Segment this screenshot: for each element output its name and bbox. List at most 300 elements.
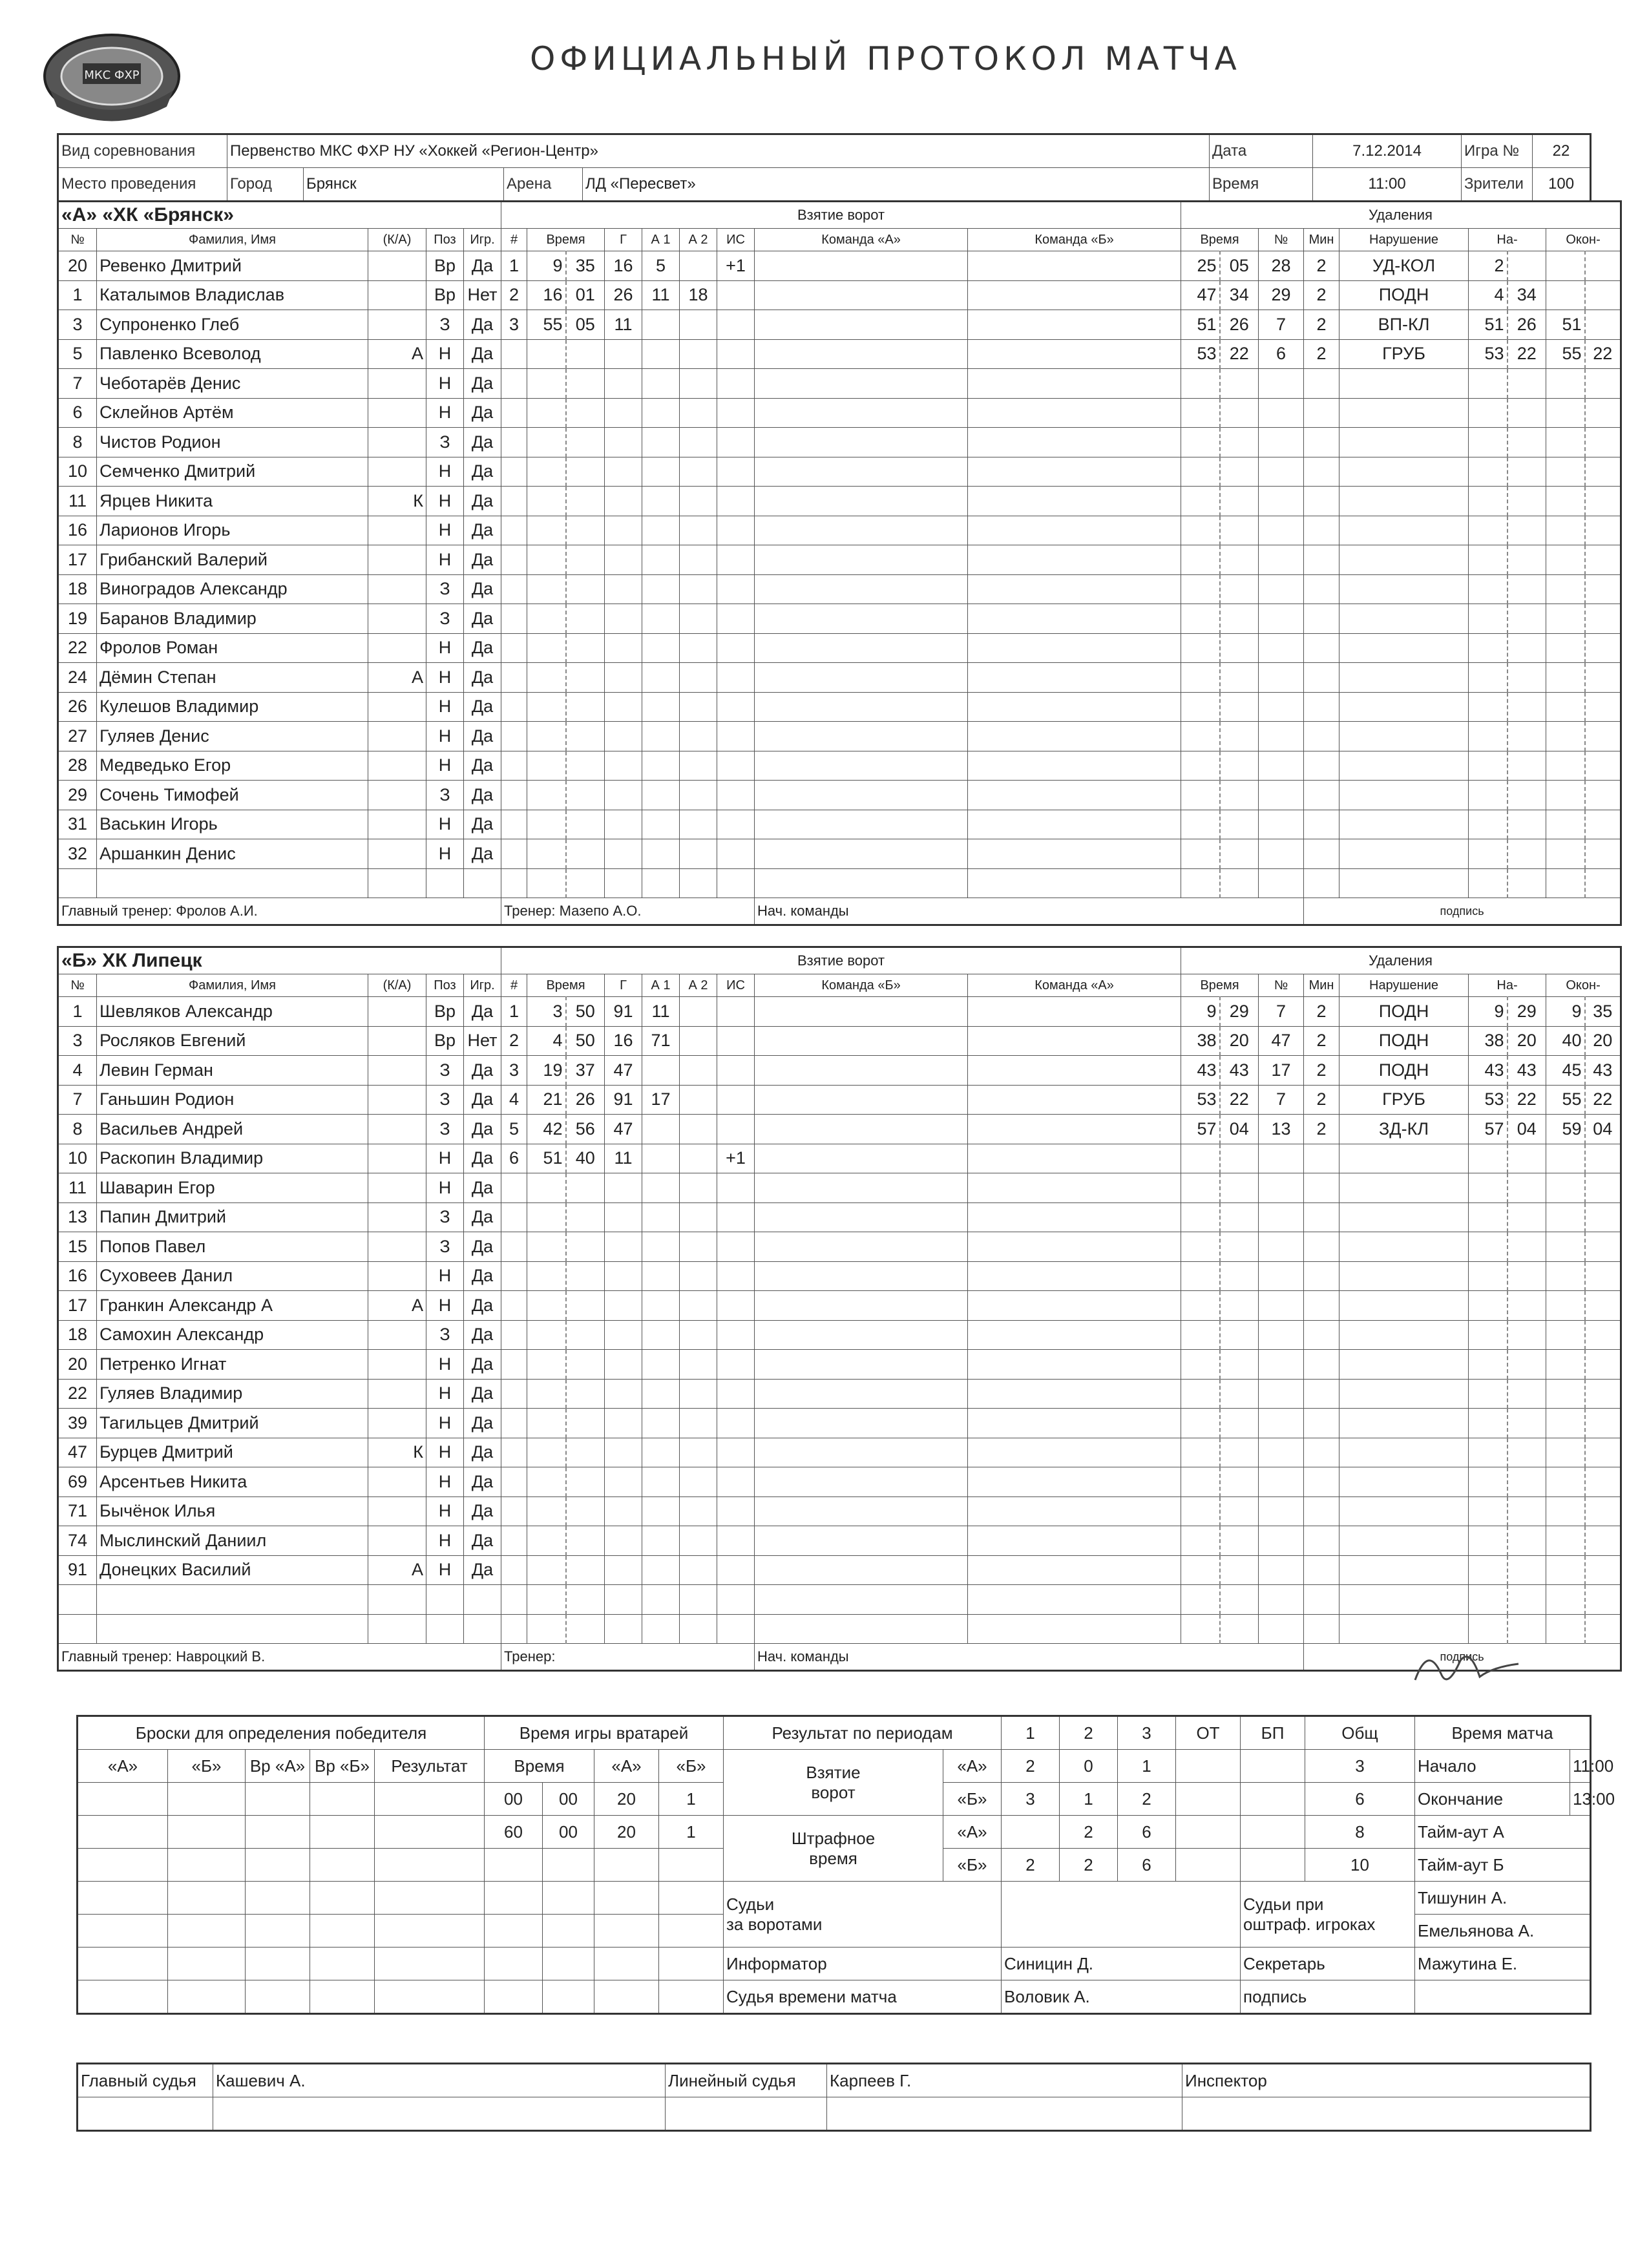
player-row [58, 310, 1621, 340]
penalty-violation [1339, 1496, 1469, 1526]
col-pos: Поз [426, 974, 464, 997]
goal-minute [527, 633, 566, 663]
penalty-minutes [1304, 839, 1339, 869]
col-team-a: Команда «А» [755, 229, 968, 251]
goal-assist-2 [680, 1056, 717, 1086]
penalty-start-sec: 20 [1507, 1026, 1546, 1056]
competition-label: Вид соревнования [58, 134, 227, 168]
penalty-start-sec [1507, 722, 1546, 751]
penalty-end-min [1546, 1350, 1585, 1380]
time-label: Время [1210, 168, 1313, 202]
penalty-minute [1181, 369, 1220, 399]
player-role [368, 1144, 426, 1173]
player-role [368, 1261, 426, 1291]
col-goal-hash: # [501, 229, 527, 251]
penalty-minute [1181, 810, 1220, 839]
shootout-col-vra: Вр «А» [246, 1750, 310, 1783]
player-number: 32 [58, 839, 97, 869]
penalty-start-sec [1507, 1526, 1546, 1556]
player-name: Арсентьев Никита [97, 1467, 368, 1497]
goal-minute: 3 [527, 997, 566, 1027]
penalty-minutes: 2 [1304, 339, 1339, 369]
penalty-minutes [1304, 457, 1339, 487]
goal-minute: 21 [527, 1085, 566, 1115]
penalty-player [1259, 781, 1304, 810]
goal-second: 05 [566, 310, 605, 340]
goal-number [501, 487, 527, 516]
penalty-player: 13 [1259, 1115, 1304, 1144]
penalty-player: 7 [1259, 310, 1304, 340]
goal-assist-2 [680, 663, 717, 693]
goal-lineup-own [755, 839, 968, 869]
goal-assist-1 [642, 516, 680, 545]
penalty-start-min: 51 [1469, 310, 1507, 340]
penalty-end-min: 51 [1546, 310, 1585, 340]
player-role: К [368, 487, 426, 516]
penalty-second: 22 [1220, 1085, 1259, 1115]
player-role [368, 457, 426, 487]
goal-assist-1 [642, 1496, 680, 1526]
penalty-minutes [1304, 663, 1339, 693]
goal-lineup-other [968, 868, 1181, 898]
penalties-title: Удаления [1181, 947, 1621, 974]
player-played: Да [464, 1291, 501, 1321]
goal-lineup-own [755, 574, 968, 604]
penalty-end-min [1546, 1409, 1585, 1438]
goal-lineup-own [755, 1056, 968, 1086]
goal-scorer [605, 810, 642, 839]
penalty-end-min [1546, 545, 1585, 575]
player-played: Да [464, 1526, 501, 1556]
coach-sign-label: подпись [1304, 1644, 1621, 1671]
penalty-player [1259, 1202, 1304, 1232]
goal-scorer [605, 1585, 642, 1615]
penalty-player [1259, 1350, 1304, 1380]
goal-assist-2 [680, 545, 717, 575]
informer-label: Информатор [724, 1948, 1002, 1980]
player-role [368, 997, 426, 1027]
goal-second [566, 574, 605, 604]
goalie-row1-b: 1 [659, 1783, 724, 1816]
player-row [58, 398, 1621, 428]
penalty-minute [1181, 1409, 1220, 1438]
goal-assist-2 [680, 1409, 717, 1438]
penalty-violation [1339, 1585, 1469, 1615]
goal-minute [527, 1585, 566, 1615]
goal-situation [717, 751, 755, 781]
penalty-minutes [1304, 1438, 1339, 1467]
penalty-end-min [1546, 663, 1585, 693]
player-name: Каталымов Владислав [97, 280, 368, 310]
penalty-second: 43 [1220, 1056, 1259, 1086]
goal-second [566, 369, 605, 399]
goal-situation [717, 810, 755, 839]
arena-value: ЛД «Пересвет» [583, 168, 1210, 202]
player-name: Гуляев Денис [97, 722, 368, 751]
col-goal-hash: # [501, 974, 527, 997]
penalty-violation [1339, 751, 1469, 781]
player-position: Н [426, 1379, 464, 1409]
penalty-start-sec [1507, 1438, 1546, 1467]
penalty-end-min [1546, 781, 1585, 810]
penalty-minute: 9 [1181, 997, 1220, 1027]
goal-number [501, 398, 527, 428]
penalty-player [1259, 398, 1304, 428]
penalty-second [1220, 1496, 1259, 1526]
goal-minute: 16 [527, 280, 566, 310]
penalty-minute [1181, 1202, 1220, 1232]
coach-sign-label: подпись [1304, 898, 1621, 925]
penalty-end-min [1546, 1526, 1585, 1556]
player-played [464, 1614, 501, 1644]
player-position: Н [426, 516, 464, 545]
goal-number [501, 722, 527, 751]
player-position [426, 1585, 464, 1615]
goal-second: 50 [566, 1026, 605, 1056]
player-role [368, 369, 426, 399]
player-row [58, 1291, 1621, 1321]
goal-situation [717, 868, 755, 898]
goal-assist-1 [642, 1555, 680, 1585]
player-position: Н [426, 663, 464, 693]
penalty-start-min [1469, 781, 1507, 810]
penalty-minutes [1304, 1409, 1339, 1438]
penalty-violation: ПОДН [1339, 1056, 1469, 1086]
penalty-start-min [1469, 1614, 1507, 1644]
player-position: З [426, 1202, 464, 1232]
penalty-second [1220, 545, 1259, 575]
player-number: 22 [58, 1379, 97, 1409]
penalty-end-min [1546, 251, 1585, 281]
player-played: Да [464, 1496, 501, 1526]
player-played: Да [464, 251, 501, 281]
goal-scorer [605, 369, 642, 399]
goal-lineup-other [968, 692, 1181, 722]
penalty-minutes [1304, 868, 1339, 898]
col-goal-a2: А 2 [680, 229, 717, 251]
penalty-player [1259, 1555, 1304, 1585]
penalty-minutes [1304, 1526, 1339, 1556]
penalty-minute: 53 [1181, 339, 1220, 369]
penalty-violation: ГРУБ [1339, 339, 1469, 369]
penalty-start-min [1469, 1585, 1507, 1615]
player-number: 11 [58, 487, 97, 516]
goal-minute: 19 [527, 1056, 566, 1086]
penalty-minute [1181, 1526, 1220, 1556]
goal-second [566, 868, 605, 898]
goal-number [501, 1320, 527, 1350]
goal-assist-2 [680, 1232, 717, 1262]
city-label: Город [227, 168, 304, 202]
player-number: 91 [58, 1555, 97, 1585]
goal-second: 40 [566, 1144, 605, 1173]
goal-situation [717, 1438, 755, 1467]
penalty-start-min [1469, 1496, 1507, 1526]
goal-lineup-own [755, 1585, 968, 1615]
penalty-start-sec [1507, 428, 1546, 457]
penalty-end-sec: 22 [1585, 1085, 1621, 1115]
penalty-minutes [1304, 398, 1339, 428]
penalty-start-sec [1507, 1496, 1546, 1526]
goal-assist-1 [642, 751, 680, 781]
penalty-judge-1: Тишунин А. [1415, 1882, 1591, 1915]
goal-assist-2 [680, 428, 717, 457]
penalty-end-min [1546, 604, 1585, 634]
goal-scorer: 26 [605, 280, 642, 310]
player-played: Да [464, 1202, 501, 1232]
player-played: Да [464, 663, 501, 693]
player-played: Да [464, 1409, 501, 1438]
player-role [368, 1614, 426, 1644]
penalty-minute [1181, 1320, 1220, 1350]
goal-situation [717, 1056, 755, 1086]
player-position: З [426, 1320, 464, 1350]
spectators-label: Зрители [1462, 168, 1533, 202]
goal-assist-1: 5 [642, 251, 680, 281]
goal-number [501, 516, 527, 545]
goal-assist-2 [680, 997, 717, 1027]
penalty-player [1259, 1261, 1304, 1291]
goals-a-p3: 1 [1118, 1750, 1176, 1783]
goal-situation [717, 1555, 755, 1585]
penalty-minute [1181, 633, 1220, 663]
goal-assist-1 [642, 781, 680, 810]
goal-lineup-other [968, 997, 1181, 1027]
game-label: Игра № [1462, 134, 1533, 168]
player-played: Да [464, 1467, 501, 1497]
penalty-minutes [1304, 516, 1339, 545]
player-number: 10 [58, 457, 97, 487]
penalty-player [1259, 604, 1304, 634]
player-played: Да [464, 1379, 501, 1409]
col-name: Фамилия, Имя [97, 974, 368, 997]
col-goal-g: Г [605, 229, 642, 251]
penalty-minutes [1304, 1467, 1339, 1497]
player-number: 8 [58, 1115, 97, 1144]
penalty-second [1220, 457, 1259, 487]
goal-lineup-other [968, 310, 1181, 340]
goal-lineup-other [968, 487, 1181, 516]
player-role [368, 574, 426, 604]
player-number: 19 [58, 604, 97, 634]
penalty-end-min [1546, 369, 1585, 399]
goal-assist-2 [680, 398, 717, 428]
col-team-b: Команда «Б» [755, 974, 968, 997]
player-row [58, 868, 1621, 898]
penalty-end-sec [1585, 574, 1621, 604]
goal-lineup-own [755, 781, 968, 810]
shootout-col-b: «Б» [168, 1750, 246, 1783]
goal-lineup-other [968, 722, 1181, 751]
goal-assist-1 [642, 1291, 680, 1321]
head-coach-label: Главный тренер: [61, 1648, 173, 1664]
goal-number [501, 1467, 527, 1497]
col-pen-time: Время [1181, 229, 1259, 251]
penalty-start-min [1469, 1261, 1507, 1291]
goals-a-total: 3 [1305, 1750, 1415, 1783]
head-coach [58, 898, 501, 925]
player-position: Н [426, 545, 464, 575]
player-role [368, 1350, 426, 1380]
penalty-violation [1339, 722, 1469, 751]
player-position: Н [426, 369, 464, 399]
goal-lineup-own [755, 1144, 968, 1173]
player-played: Нет [464, 1026, 501, 1056]
penalty-start-min [1469, 633, 1507, 663]
penalty-minute [1181, 487, 1220, 516]
penalty-violation [1339, 633, 1469, 663]
goal-situation [717, 339, 755, 369]
federation-logo [37, 26, 186, 123]
penalty-minutes [1304, 1173, 1339, 1203]
goal-second [566, 1409, 605, 1438]
goal-scorer [605, 1173, 642, 1203]
pen-a-ot [1176, 1816, 1241, 1849]
penalty-second [1220, 1585, 1259, 1615]
penalty-start-sec: 43 [1507, 1056, 1546, 1086]
penalty-minute: 57 [1181, 1115, 1220, 1144]
player-number: 5 [58, 339, 97, 369]
goal-lineup-other [968, 604, 1181, 634]
penalty-minute [1181, 604, 1220, 634]
player-row [58, 1144, 1621, 1173]
penalty-minutes [1304, 1379, 1339, 1409]
goal-lineup-other [968, 457, 1181, 487]
penalty-start-min: 53 [1469, 1085, 1507, 1115]
goal-scorer [605, 722, 642, 751]
penalty-start-sec [1507, 1202, 1546, 1232]
penalty-minute [1181, 574, 1220, 604]
penalty-end-sec [1585, 810, 1621, 839]
trainer [501, 898, 755, 925]
player-row [58, 839, 1621, 869]
player-position: З [426, 428, 464, 457]
player-played: Да [464, 1438, 501, 1467]
player-name: Самохин Александр [97, 1320, 368, 1350]
player-name: Грибанский Валерий [97, 545, 368, 575]
goal-assist-1 [642, 1144, 680, 1173]
player-played [464, 1585, 501, 1615]
player-number: 1 [58, 997, 97, 1027]
penalty-end-min [1546, 868, 1585, 898]
penalty-minute [1181, 1496, 1220, 1526]
penalty-end-min [1546, 1144, 1585, 1173]
goal-lineup-own [755, 751, 968, 781]
player-played: Да [464, 398, 501, 428]
goal-assist-2 [680, 1291, 717, 1321]
player-role [368, 1026, 426, 1056]
player-row [58, 1379, 1621, 1409]
penalty-minutes [1304, 1291, 1339, 1321]
player-played: Да [464, 1350, 501, 1380]
goal-lineup-own [755, 251, 968, 281]
goal-situation [717, 1350, 755, 1380]
player-row [58, 1350, 1621, 1380]
goal-minute [527, 1438, 566, 1467]
goal-assist-2 [680, 1173, 717, 1203]
penalty-end-sec [1585, 781, 1621, 810]
pen-b-p2: 2 [1060, 1849, 1118, 1882]
goal-lineup-other [968, 1379, 1181, 1409]
penalty-violation [1339, 1202, 1469, 1232]
goal-scorer: 91 [605, 997, 642, 1027]
player-number: 6 [58, 398, 97, 428]
penalty-minute: 53 [1181, 1085, 1220, 1115]
penalty-player [1259, 1291, 1304, 1321]
goal-scorer [605, 1467, 642, 1497]
penalty-minute [1181, 1350, 1220, 1380]
goal-lineup-other [968, 1291, 1181, 1321]
penalty-player [1259, 428, 1304, 457]
penalty-violation: ПОДН [1339, 997, 1469, 1027]
penalty-second: 26 [1220, 310, 1259, 340]
pen-a-bp [1241, 1816, 1305, 1849]
goal-lineup-own [755, 398, 968, 428]
penalty-end-min [1546, 574, 1585, 604]
goal-number [501, 457, 527, 487]
penalty-judges-label: Судьи при оштраф. игроках [1241, 1882, 1415, 1948]
penalty-end-min: 59 [1546, 1115, 1585, 1144]
penalty-end-min [1546, 1555, 1585, 1585]
goal-assist-2 [680, 1144, 717, 1173]
goal-scorer [605, 428, 642, 457]
penalty-end-sec: 35 [1585, 997, 1621, 1027]
penalty-end-sec [1585, 751, 1621, 781]
player-role [368, 428, 426, 457]
player-name [97, 1585, 368, 1615]
svg-text:МКС ФХР: МКС ФХР [84, 68, 140, 82]
goal-second [566, 722, 605, 751]
player-played: Да [464, 781, 501, 810]
header-table [57, 133, 1591, 202]
goal-lineup-other [968, 339, 1181, 369]
penalty-end-sec: 04 [1585, 1115, 1621, 1144]
penalty-end-sec [1585, 1379, 1621, 1409]
goal-lineup-own [755, 997, 968, 1027]
player-number: 17 [58, 545, 97, 575]
player-row [58, 545, 1621, 575]
penalty-minute: 38 [1181, 1026, 1220, 1056]
trainer-label: Тренер: [504, 903, 556, 919]
penalty-player: 6 [1259, 339, 1304, 369]
player-name: Павленко Всеволод [97, 339, 368, 369]
penalty-second [1220, 1144, 1259, 1173]
goals-title: Взятие ворот [501, 947, 1181, 974]
goal-assist-1: 71 [642, 1026, 680, 1056]
player-number [58, 868, 97, 898]
goalie-col-b: «Б» [659, 1750, 724, 1783]
penalty-minutes [1304, 604, 1339, 634]
goal-situation: +1 [717, 1144, 755, 1173]
penalty-minutes: 2 [1304, 1085, 1339, 1115]
penalty-violation [1339, 692, 1469, 722]
goal-assist-1 [642, 1173, 680, 1203]
goal-lineup-other [968, 280, 1181, 310]
goal-situation [717, 369, 755, 399]
col-ka: (К/А) [368, 974, 426, 997]
penalty-start-min [1469, 722, 1507, 751]
goal-minute [527, 751, 566, 781]
penalty-start-sec [1507, 1379, 1546, 1409]
goal-lineup-own [755, 1379, 968, 1409]
penalty-minute: 25 [1181, 251, 1220, 281]
penalty-end-sec [1585, 839, 1621, 869]
player-number: 16 [58, 1261, 97, 1291]
penalty-end-sec [1585, 398, 1621, 428]
penalty-player [1259, 722, 1304, 751]
player-played: Да [464, 369, 501, 399]
player-row [58, 781, 1621, 810]
